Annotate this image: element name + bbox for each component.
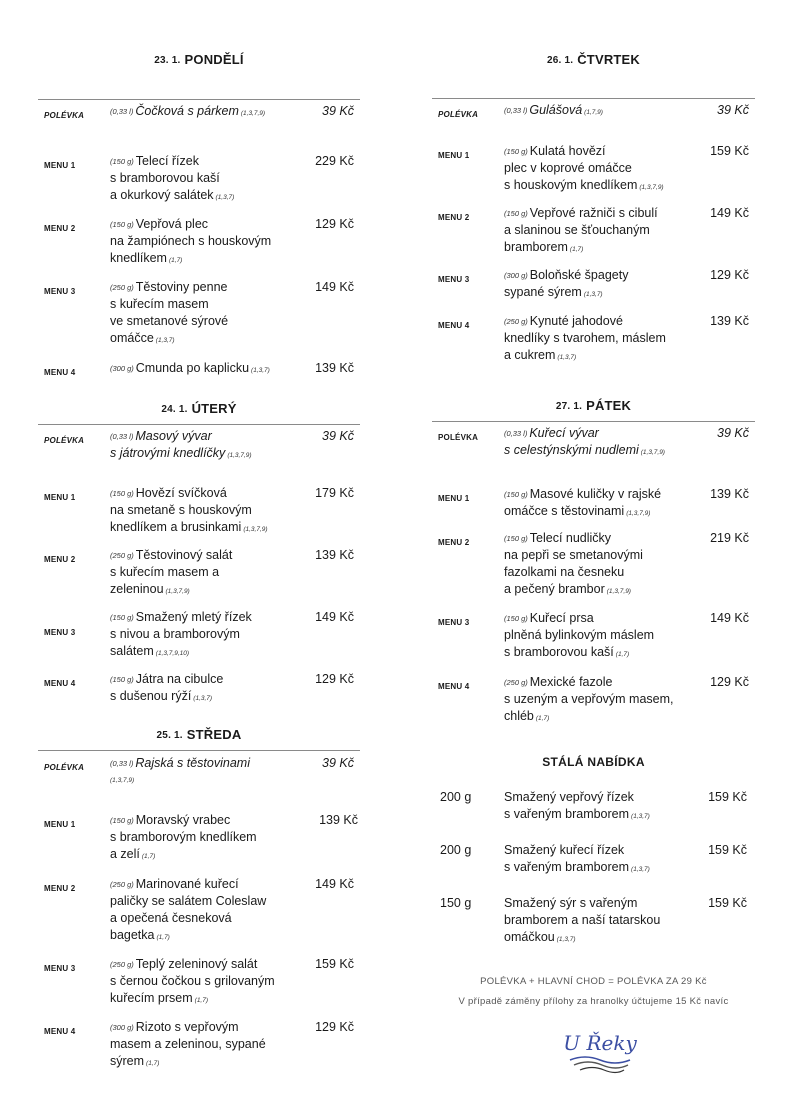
allergens: (1,3,7)	[557, 354, 577, 361]
weight: 200 g	[440, 843, 472, 857]
qty: (150 g)	[504, 490, 528, 499]
allergens: (1,3,7,9)	[639, 184, 664, 191]
price: 179 Kč	[315, 486, 354, 500]
qty: (150 g)	[110, 157, 134, 166]
price: 159 Kč	[710, 144, 749, 158]
price: 129 Kč	[315, 672, 354, 686]
allergens: (1,3,7)	[155, 337, 175, 344]
dish-name: Čočková s párkem	[135, 104, 239, 118]
allergens: (1,7)	[194, 997, 209, 1004]
price: 39 Kč	[322, 429, 354, 443]
dish-name: Rizoto s vepřovým masem a zeleninou, sypané sýrem	[110, 1020, 266, 1068]
divider	[432, 98, 755, 99]
qty: (250 g)	[110, 551, 134, 560]
menu-label: MENU 1	[438, 494, 470, 503]
price: 39 Kč	[322, 104, 354, 118]
price: 219 Kč	[710, 531, 749, 545]
allergens: (1,3,7,9)	[240, 110, 266, 117]
price: 159 Kč	[708, 896, 747, 910]
allergens: (1,3,7)	[556, 936, 576, 943]
dish-name: Moravský vrabec s bramborovým knedlíkem a zelí	[110, 813, 257, 861]
dish-name: Kulatá hovězí plec v koprové omáčce s houskovým knedlíkem	[504, 144, 638, 192]
allergens: (1,7)	[615, 651, 630, 658]
allergens: (1,7)	[141, 853, 156, 860]
dish-name: Masové kuličky v rajské omáčce s těstovinami	[504, 487, 662, 518]
allergens: (1,3,7)	[631, 813, 650, 820]
price: 139 Kč	[710, 314, 749, 328]
day-title: 23. 1. PONDĚLÍ	[154, 52, 244, 67]
day-title: 24. 1. ÚTERÝ	[161, 401, 237, 416]
price: 139 Kč	[710, 487, 749, 501]
menu-label: MENU 4	[438, 682, 470, 691]
allergens: (1,3,7,9,10)	[155, 650, 190, 657]
allergens: (1,7)	[168, 257, 183, 264]
qty: (250 g)	[110, 283, 134, 292]
menu-label: MENU 3	[44, 628, 76, 637]
price: 139 Kč	[319, 813, 358, 827]
qty: (250 g)	[504, 317, 528, 326]
price: 39 Kč	[717, 103, 749, 117]
dish-name: Masový vývar s játrovými knedlíčky	[110, 429, 226, 460]
menu-label: MENU 3	[44, 287, 76, 296]
allergens: (1,7,9)	[584, 109, 603, 116]
soup-label: POLÉVKA	[44, 111, 85, 120]
dish-name: Smažený kuřecí řízek s vařeným bramborem	[504, 843, 630, 874]
permanent-offer-title: STÁLÁ NABÍDKA	[542, 755, 645, 769]
day-title: 25. 1. STŘEDA	[156, 727, 242, 742]
wave-line	[570, 1057, 630, 1063]
qty: (300 g)	[110, 1023, 134, 1032]
allergens: (1,7)	[156, 934, 170, 941]
combo-note: POLÉVKA + HLAVNÍ CHOD = POLÉVKA ZA 29 Kč	[480, 976, 707, 987]
qty: (300 g)	[110, 364, 134, 373]
allergens: (1,7)	[146, 1060, 160, 1067]
price: 149 Kč	[315, 610, 354, 624]
dish-name: Telecí nudličky na pepři se smetanovými fazolkami na česneku a pečený brambor	[504, 531, 643, 596]
price: 229 Kč	[315, 154, 354, 168]
soup-label: POLÉVKA	[44, 436, 85, 445]
allergens: (1,7)	[569, 246, 584, 253]
allergens: (1,3,7)	[193, 695, 213, 702]
qty: (300 g)	[504, 271, 528, 280]
menu-label: MENU 1	[44, 493, 76, 502]
dish-name: Hovězí svíčková na smetaně s houskovým knedlíkem a brusinkami	[110, 486, 252, 534]
soup-label: POLÉVKA	[438, 110, 479, 119]
qty: (0,33 l)	[110, 107, 134, 116]
dish-name: Kynuté jahodové knedlíky s tvarohem, máslem a cukrem	[504, 314, 666, 362]
soup-label: POLÉVKA	[438, 433, 479, 442]
dish-name: Telecí řízek s bramborovou kaší a okurkový salátek	[110, 154, 220, 202]
allergens: (1,3,7,9)	[640, 449, 665, 456]
allergens: (1,7)	[535, 715, 550, 722]
qty: (250 g)	[110, 960, 134, 969]
allergens: (1,3,7)	[215, 194, 235, 201]
price: 139 Kč	[315, 361, 354, 375]
menu-label: MENU 4	[44, 679, 76, 688]
weight: 200 g	[440, 790, 472, 804]
divider	[432, 421, 755, 422]
qty: (150 g)	[504, 209, 528, 218]
dish-name: Těstoviny penne s kuřecím masem ve smetanové sýrové omáčce	[110, 280, 229, 345]
dish-name: Boloňské špagety sypané sýrem	[504, 268, 629, 299]
divider	[38, 424, 360, 425]
allergens: (1,3,7)	[251, 367, 270, 374]
dish-name: Mexické fazole s uzeným a vepřovým masem, chléb	[504, 675, 674, 723]
dish-name: Játra na cibulce s dušenou rýží	[110, 672, 224, 703]
dish-name: Vepřová plec na žampiónech s houskovým knedlíkem	[110, 217, 272, 265]
logo-text: U Řeky	[563, 1031, 637, 1055]
price: 39 Kč	[717, 426, 749, 440]
allergens: (1,3,7)	[583, 291, 603, 298]
menu-label: MENU 2	[44, 884, 76, 893]
price: 139 Kč	[315, 548, 354, 562]
menu-label: MENU 4	[438, 321, 470, 330]
qty: (250 g)	[504, 678, 528, 687]
qty: (150 g)	[110, 613, 134, 622]
price: 129 Kč	[710, 675, 749, 689]
allergens: (1,3,7,9)	[165, 588, 190, 595]
menu-label: MENU 1	[44, 161, 76, 170]
allergens: (1,3,7,9)	[626, 510, 651, 517]
qty: (150 g)	[110, 675, 134, 684]
menu-label: MENU 4	[44, 1027, 76, 1036]
allergens: (1,3,7,9)	[227, 452, 252, 459]
weight: 150 g	[440, 896, 472, 910]
dish-name: Cmunda po kaplicku	[135, 361, 250, 375]
dish-name: Smažený vepřový řízek s vařeným bramborem	[504, 790, 634, 821]
dish-name: Gulášová	[529, 103, 583, 117]
qty: (0,33 l)	[110, 759, 134, 768]
restaurant-logo	[560, 1020, 640, 1080]
qty: (0,33 l)	[504, 429, 528, 438]
price: 39 Kč	[322, 756, 354, 770]
menu-label: MENU 1	[438, 151, 470, 160]
menu-label: MENU 3	[44, 964, 76, 973]
dish-name: Těstovinový salát s kuřecím masem a zeleninou	[110, 548, 233, 596]
fries-note: V případě záměny přílohy za hranolky účtujeme 15 Kč navíc	[458, 996, 729, 1007]
qty: (150 g)	[110, 816, 134, 825]
menu-label: MENU 1	[44, 820, 76, 829]
menu-label: MENU 3	[438, 275, 470, 284]
price: 159 Kč	[708, 843, 747, 857]
allergens: (1,3,7,9)	[606, 588, 631, 595]
menu-label: MENU 2	[44, 224, 76, 233]
price: 159 Kč	[315, 957, 354, 971]
dish-name: Teplý zeleninový salát s černou čočkou s grilovaným kuřecím prsem	[110, 957, 275, 1005]
qty: (150 g)	[504, 614, 528, 623]
qty: (0,33 l)	[504, 106, 528, 115]
qty: (250 g)	[110, 880, 134, 889]
day-title: 26. 1. ČTVRTEK	[546, 52, 641, 67]
qty: (150 g)	[110, 220, 134, 229]
qty: (150 g)	[110, 489, 134, 498]
qty: (150 g)	[504, 147, 528, 156]
dish-name: Vepřové ražniči s cibulí a slaninou se šťouchaným bramborem	[504, 206, 658, 254]
divider	[38, 99, 360, 100]
qty: (150 g)	[504, 534, 528, 543]
dish-name: Marinované kuřecí paličky se salátem Coleslaw a opečená česneková bagetka	[110, 877, 267, 942]
dish-name: Smažený sýr s vařeným bramborem a naší tatarskou omáčkou	[504, 896, 661, 944]
dish-name: Smažený mletý řízek s nivou a bramborovým salátem	[110, 610, 252, 658]
price: 159 Kč	[708, 790, 747, 804]
menu-label: MENU 3	[438, 618, 470, 627]
menu-label: MENU 2	[438, 538, 470, 547]
dish-name: Kuřecí vývar s celestýnskými nudlemi	[504, 426, 639, 457]
menu-label: MENU 4	[44, 368, 76, 377]
dish-name: Kuřecí prsa plněná bylinkovým máslem s bramborovou kaší	[504, 611, 655, 659]
menu-label: MENU 2	[44, 555, 76, 564]
allergens: (1,3,7,9)	[243, 526, 268, 533]
price: 149 Kč	[710, 206, 749, 220]
qty: (0,33 l)	[110, 432, 134, 441]
menu-label: MENU 2	[438, 213, 470, 222]
day-title: 27. 1. PÁTEK	[555, 398, 632, 413]
soup-label: POLÉVKA	[44, 763, 85, 772]
allergens: (1,3,7,9)	[110, 777, 135, 784]
divider	[38, 750, 360, 751]
price: 149 Kč	[315, 280, 354, 294]
price: 149 Kč	[315, 877, 354, 891]
price: 129 Kč	[710, 268, 749, 282]
price: 149 Kč	[710, 611, 749, 625]
price: 129 Kč	[315, 217, 354, 231]
allergens: (1,3,7)	[631, 866, 650, 873]
dish-name: Rajská s těstovinami	[135, 756, 250, 770]
price: 129 Kč	[315, 1020, 354, 1034]
